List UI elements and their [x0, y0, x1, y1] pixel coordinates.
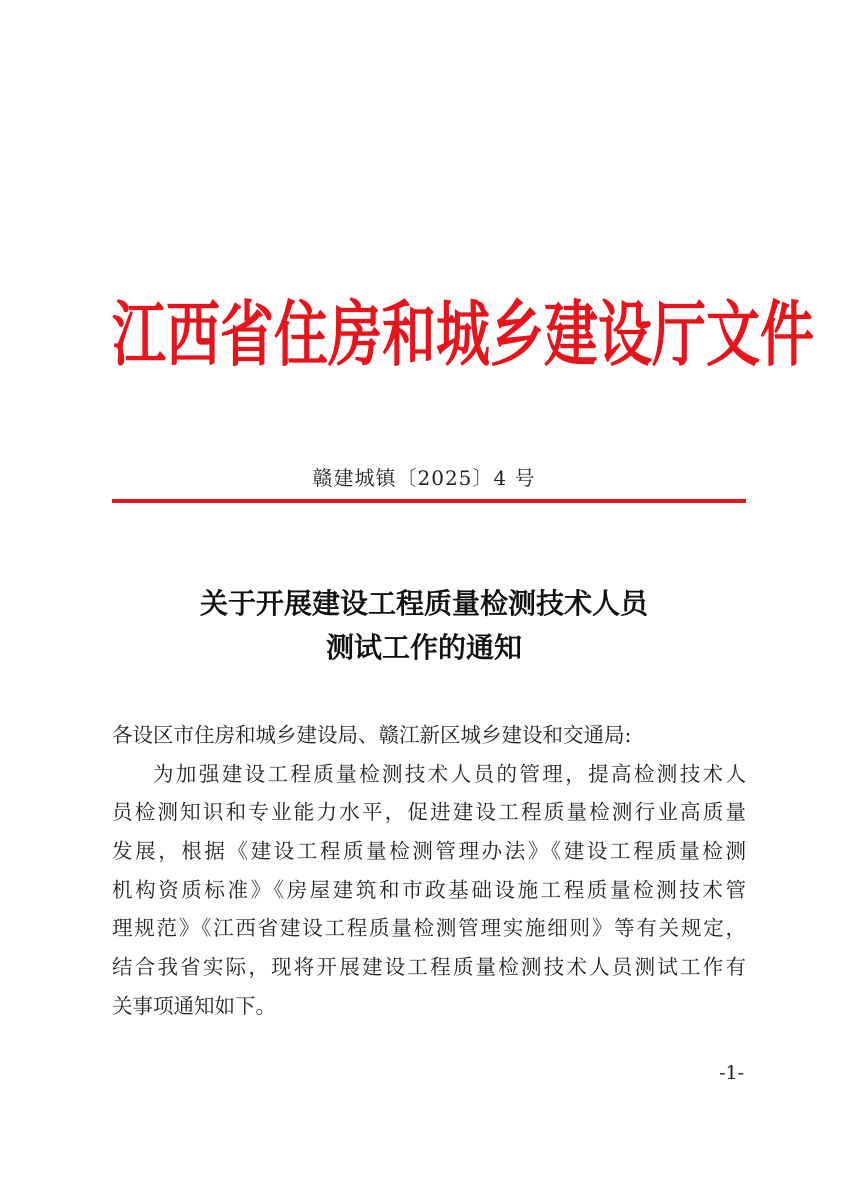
body-line-text: 员检测知识和专业能力水平，促进建设工程质量检测行业高质量	[112, 800, 746, 825]
salutation-line	[112, 716, 746, 755]
body-line-text: 机构资质标准》《房屋建筑和市政基础设施工程质量检测技术管	[112, 877, 746, 902]
paragraph-line	[112, 755, 746, 794]
body-line-text: 各设区市住房和城乡建设局、赣江新区城乡建设和交通局:	[112, 723, 632, 747]
paragraph-line	[112, 948, 746, 987]
header-char: 文	[706, 291, 760, 377]
header-char: 城	[436, 291, 490, 377]
body-line-text: 为加强建设工程质量检测技术人员的管理，提高检测技术人	[153, 761, 746, 786]
paragraph-line	[112, 987, 746, 1026]
header-char: 和	[382, 291, 436, 377]
header-char: 住	[274, 291, 328, 377]
header-char: 建	[544, 291, 598, 377]
page-number: -1-	[719, 1062, 744, 1084]
document-number: 赣建城镇〔2025〕4 号	[312, 466, 536, 490]
title-line-1: 关于开展建设工程质量检测技术人员	[199, 587, 648, 620]
issuing-authority-header	[112, 284, 814, 384]
paragraph-line	[112, 909, 746, 948]
title-line-2: 测试工作的通知	[325, 631, 522, 664]
document-body	[112, 716, 746, 1026]
paragraph-line	[112, 793, 746, 832]
paragraph-line	[112, 832, 746, 871]
header-char: 西	[166, 291, 220, 377]
header-char: 房	[328, 291, 382, 377]
body-line-text: 发展，根据《建设工程质量检测管理办法》《建设工程质量检测	[112, 839, 746, 864]
header-char: 江	[112, 291, 166, 377]
header-char: 设	[598, 291, 652, 377]
document-title	[0, 582, 848, 670]
header-char: 省	[220, 291, 274, 377]
body-line-text: 结合我省实际，现将开展建设工程质量检测技术人员测试工作有	[112, 955, 746, 980]
red-separator-line	[112, 499, 746, 503]
header-char: 厅	[652, 291, 706, 377]
header-char: 乡	[490, 291, 544, 377]
body-line-text: 关事项通知如下。	[112, 993, 276, 1018]
body-line-text: 理规范》《江西省建设工程质量检测管理实施细则》等有关规定，	[112, 916, 746, 941]
header-char: 件	[760, 291, 814, 377]
paragraph-line	[112, 871, 746, 910]
